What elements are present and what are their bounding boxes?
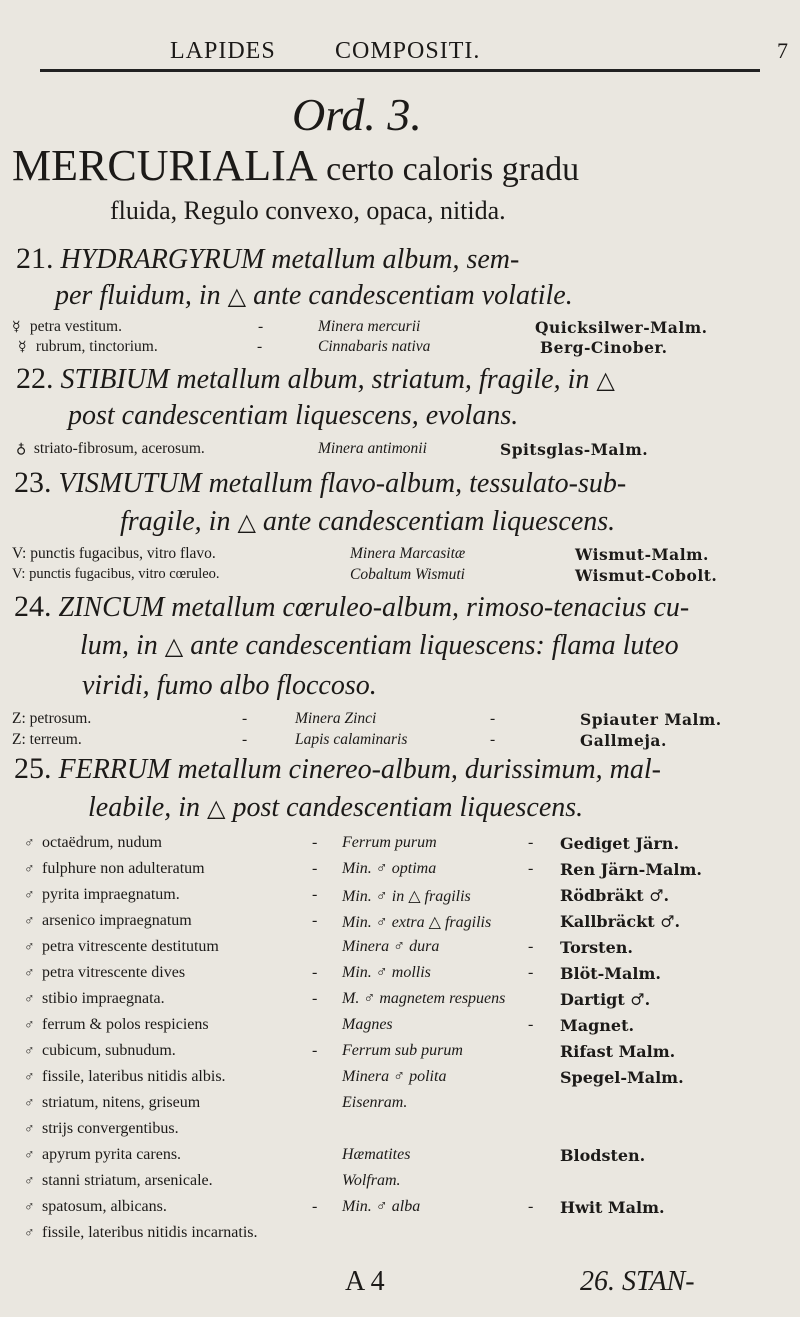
mineral-name: M. ♂ magnetem respuens	[342, 990, 506, 1007]
iron-symbol-icon: ♂	[24, 1226, 35, 1241]
entry-23-line-1	[14, 466, 626, 500]
german-name: Wismut-Cobolt.	[575, 566, 718, 585]
german-name: Spegel-Malm.	[560, 1068, 684, 1087]
antimony-symbol-icon: ♁	[16, 442, 27, 457]
latin-name	[18, 338, 158, 356]
entry-text: fragile, in	[120, 506, 231, 537]
entry-22-line-1	[16, 362, 615, 396]
fire-triangle-icon: △	[596, 368, 615, 394]
mineral-name: Minera Marcasitæ	[350, 545, 466, 562]
mineral-name: Minera Zinci	[295, 710, 377, 727]
latin-name	[24, 1016, 209, 1034]
latin-text: pyrita impraegnatum.	[42, 886, 180, 903]
german-name: Kallbräckt ♂.	[560, 912, 681, 931]
entry-24-line-1	[14, 590, 689, 624]
mineral-name: Minera mercurii	[318, 318, 421, 335]
latin-text: petra vitrescente destitutum	[42, 938, 219, 955]
entry-24-line-3: viridi, fumo albo floccoso.	[82, 670, 377, 701]
bismuth-symbol-icon: V:	[12, 566, 26, 582]
entry-text: VISMUTUM metallum flavo-album, tessulato-sub-	[58, 468, 627, 499]
dash: -	[528, 834, 534, 851]
latin-name	[16, 440, 205, 458]
latin-text: stibio impraegnata.	[42, 990, 165, 1007]
latin-text: striato-fibrosum, acerosum.	[33, 440, 205, 457]
mineral-name: Cobaltum Wismuti	[350, 566, 465, 583]
entry-text: leabile, in	[88, 792, 200, 823]
latin-text: rubrum, tinctorium.	[35, 338, 158, 355]
german-name: Torsten.	[560, 938, 633, 957]
fire-triangle-icon: △	[206, 796, 226, 822]
latin-text: petra vitrescente dives	[42, 964, 186, 981]
german-name: Wismut-Malm.	[575, 545, 709, 564]
latin-text: striatum, nitens, griseum	[42, 1094, 201, 1111]
german-name: Rödbräkt ♂.	[560, 886, 670, 905]
dash: -	[312, 886, 318, 903]
latin-name	[24, 1172, 213, 1190]
page-number: 7	[777, 38, 789, 63]
entry-23-line-2	[120, 506, 615, 538]
latin-name	[24, 1068, 226, 1086]
latin-name	[12, 545, 216, 563]
german-name: Rifast Malm.	[560, 1042, 676, 1061]
latin-text: punctis fugacibus, vitro flavo.	[30, 545, 216, 562]
latin-name	[24, 860, 205, 878]
german-name: Magnet.	[560, 1016, 635, 1035]
mineral-name: Eisenram.	[342, 1094, 408, 1111]
iron-varieties-list	[0, 834, 800, 1254]
iron-symbol-icon: ♂	[24, 888, 35, 903]
latin-name	[24, 964, 185, 982]
german-name: Blodsten.	[560, 1146, 646, 1165]
iron-symbol-icon: ♂	[24, 992, 35, 1007]
latin-text: fulphure non adulteratum	[42, 860, 205, 877]
iron-symbol-icon: ♂	[24, 1122, 35, 1137]
dash: -	[257, 338, 263, 355]
entry-text: post candescentiam liquescens.	[232, 792, 584, 823]
fire-triangle-icon: △	[164, 634, 184, 660]
iron-symbol-icon: ♂	[24, 1200, 35, 1215]
header-rule	[40, 69, 760, 72]
dash: -	[528, 964, 534, 981]
latin-text: spatosum, albicans.	[42, 1198, 167, 1215]
dash: -	[528, 1198, 534, 1215]
synonym-block-24	[0, 710, 800, 750]
dash: -	[312, 860, 318, 877]
latin-text: petrosum.	[29, 710, 92, 727]
latin-name	[12, 566, 220, 583]
latin-name	[24, 1042, 176, 1060]
entry-22-line-2: post candescentiam liquescens, evolans.	[68, 400, 519, 431]
iron-symbol-icon: ♂	[24, 1148, 35, 1163]
entry-number: 24.	[14, 590, 52, 623]
title-rest: certo caloris gradu	[326, 151, 580, 188]
mineral-name: Minera ♂ polita	[342, 1068, 447, 1085]
entry-text: ante candescentiam volatile.	[253, 280, 573, 311]
german-name: Dartigt ♂.	[560, 990, 651, 1009]
iron-symbol-icon: ♂	[24, 1096, 35, 1111]
mineral-name: Ferrum sub purum	[342, 1042, 463, 1059]
latin-text: apyrum pyrita carens.	[42, 1146, 182, 1163]
latin-name	[12, 318, 122, 336]
latin-name	[24, 834, 162, 852]
latin-text: punctis fugacibus, vitro cœruleo.	[29, 566, 220, 582]
entry-text: HYDRARGYRUM metallum album, sem-	[60, 244, 520, 275]
mercury-symbol-icon: ☿	[12, 320, 21, 335]
dash: -	[528, 938, 534, 955]
catchword: 26. STAN-	[580, 1266, 695, 1297]
iron-symbol-icon: ♂	[24, 836, 35, 851]
latin-text: petra vestitum.	[29, 318, 122, 335]
entry-text: ante candescentiam liquescens.	[262, 506, 616, 537]
order-heading: Ord. 3.	[292, 89, 422, 140]
mineral-name: Min. ♂ in △ fragilis	[342, 888, 471, 905]
mineral-name: Min. ♂ optima	[342, 860, 437, 877]
mineral-name: Ferrum purum	[342, 834, 437, 851]
latin-name	[12, 731, 82, 749]
latin-text: arsenico impraegnatum	[42, 912, 192, 929]
latin-text: ferrum & polos respiciens	[42, 1016, 209, 1033]
iron-symbol-icon: ♂	[24, 914, 35, 929]
mineral-name: Min. ♂ alba	[342, 1198, 421, 1215]
latin-text: octaëdrum, nudum	[42, 834, 162, 851]
entry-text: ante candescentiam liquescens: flama luteo	[190, 630, 679, 661]
german-name: Ren Järn-Malm.	[560, 860, 702, 879]
latin-text: cubicum, subnudum.	[42, 1042, 176, 1059]
fire-triangle-icon: △	[227, 284, 247, 310]
dash: -	[490, 710, 496, 727]
synonym-block-22	[0, 440, 800, 460]
dash: -	[258, 318, 264, 335]
dash: -	[528, 860, 534, 877]
german-name: Berg-Cinober.	[540, 338, 668, 357]
iron-symbol-icon: ♂	[24, 1044, 35, 1059]
entry-text: STIBIUM metallum album, striatum, fragile, in	[60, 364, 590, 395]
entry-text: per fluidum, in	[55, 280, 221, 311]
section-title	[12, 140, 579, 191]
running-head-left: LAPIDES	[170, 38, 276, 64]
german-name: Gediget Järn.	[560, 834, 680, 853]
mineral-name: Min. ♂ mollis	[342, 964, 431, 981]
dash: -	[242, 710, 248, 727]
entry-number: 21.	[16, 242, 54, 275]
entry-number: 23.	[14, 466, 52, 499]
fire-triangle-icon: △	[237, 510, 256, 536]
mercury-symbol-icon: ☿	[18, 340, 27, 355]
latin-text: fissile, lateribus nitidis incarnatis.	[42, 1224, 258, 1241]
dash: -	[242, 731, 248, 748]
iron-symbol-icon: ♂	[24, 1174, 35, 1189]
german-name: Hwit Malm.	[560, 1198, 665, 1217]
latin-name	[24, 1094, 200, 1112]
latin-text: strijs convergentibus.	[42, 1120, 179, 1137]
latin-name	[24, 1120, 179, 1138]
dash: -	[312, 1198, 318, 1215]
iron-symbol-icon: ♂	[24, 940, 35, 955]
iron-symbol-icon: ♂	[24, 862, 35, 877]
zinc-symbol-icon: Z:	[12, 731, 26, 748]
entry-24-line-2	[80, 630, 679, 662]
entry-text: ZINCUM metallum cœruleo-album, rimoso-tenacius cu-	[58, 592, 690, 623]
latin-name	[24, 938, 219, 956]
dash: -	[312, 834, 318, 851]
title-main: MERCURIALIA	[12, 141, 316, 190]
entry-text: lum, in	[80, 630, 158, 661]
iron-symbol-icon: ♂	[24, 1070, 35, 1085]
german-name: Blöt-Malm.	[560, 964, 661, 983]
german-name: Spitsglas-Malm.	[500, 440, 649, 459]
dash: -	[312, 990, 318, 1007]
entry-text: FERRUM metallum cinereo-album, durissimum, mal-	[58, 754, 661, 785]
latin-name	[24, 990, 165, 1008]
mineral-name: Minera ♂ dura	[342, 938, 440, 955]
german-name: Gallmeja.	[580, 731, 667, 750]
dash: -	[312, 964, 318, 981]
zinc-symbol-icon: Z:	[12, 710, 26, 727]
dash: -	[490, 731, 496, 748]
entry-number: 22.	[16, 362, 54, 395]
mineral-name: Min. ♂ extra △ fragilis	[342, 914, 492, 931]
latin-text: terreum.	[29, 731, 82, 748]
german-name: Spiauter Malm.	[580, 710, 722, 729]
entry-25-line-2	[88, 792, 583, 824]
mineral-name: Magnes	[342, 1016, 393, 1033]
dash: -	[312, 1042, 318, 1059]
mineral-name: Cinnabaris nativa	[318, 338, 431, 355]
mineral-name: Minera antimonii	[318, 440, 427, 457]
entry-21-line-2	[55, 280, 573, 312]
latin-text: fissile, lateribus nitidis albis.	[42, 1068, 226, 1085]
latin-name	[24, 1224, 258, 1242]
section-subtitle: fluida, Regulo convexo, opaca, nitida.	[110, 196, 506, 225]
entry-number: 25.	[14, 752, 52, 785]
german-name: Quicksilwer-Malm.	[535, 318, 708, 337]
running-head-mid: COMPOSITI.	[335, 38, 481, 64]
dash: -	[528, 1016, 534, 1033]
dash: -	[312, 912, 318, 929]
iron-symbol-icon: ♂	[24, 1018, 35, 1033]
latin-name	[12, 710, 91, 728]
latin-name	[24, 912, 192, 930]
entry-25-line-1	[14, 752, 661, 786]
latin-name	[24, 1146, 181, 1164]
latin-name	[24, 1198, 167, 1216]
iron-symbol-icon: ♂	[24, 966, 35, 981]
mineral-name: Wolfram.	[342, 1172, 401, 1189]
synonym-block-23	[0, 545, 800, 585]
mineral-name: Hæmatites	[342, 1146, 411, 1163]
mineral-name: Lapis calaminaris	[295, 731, 408, 748]
latin-text: stanni striatum, arsenicale.	[42, 1172, 213, 1189]
bismuth-symbol-icon: V:	[12, 545, 27, 562]
latin-name	[24, 886, 180, 904]
entry-21-line-1	[16, 242, 519, 276]
synonym-block-21	[0, 318, 800, 358]
signature-mark: A 4	[345, 1266, 385, 1297]
